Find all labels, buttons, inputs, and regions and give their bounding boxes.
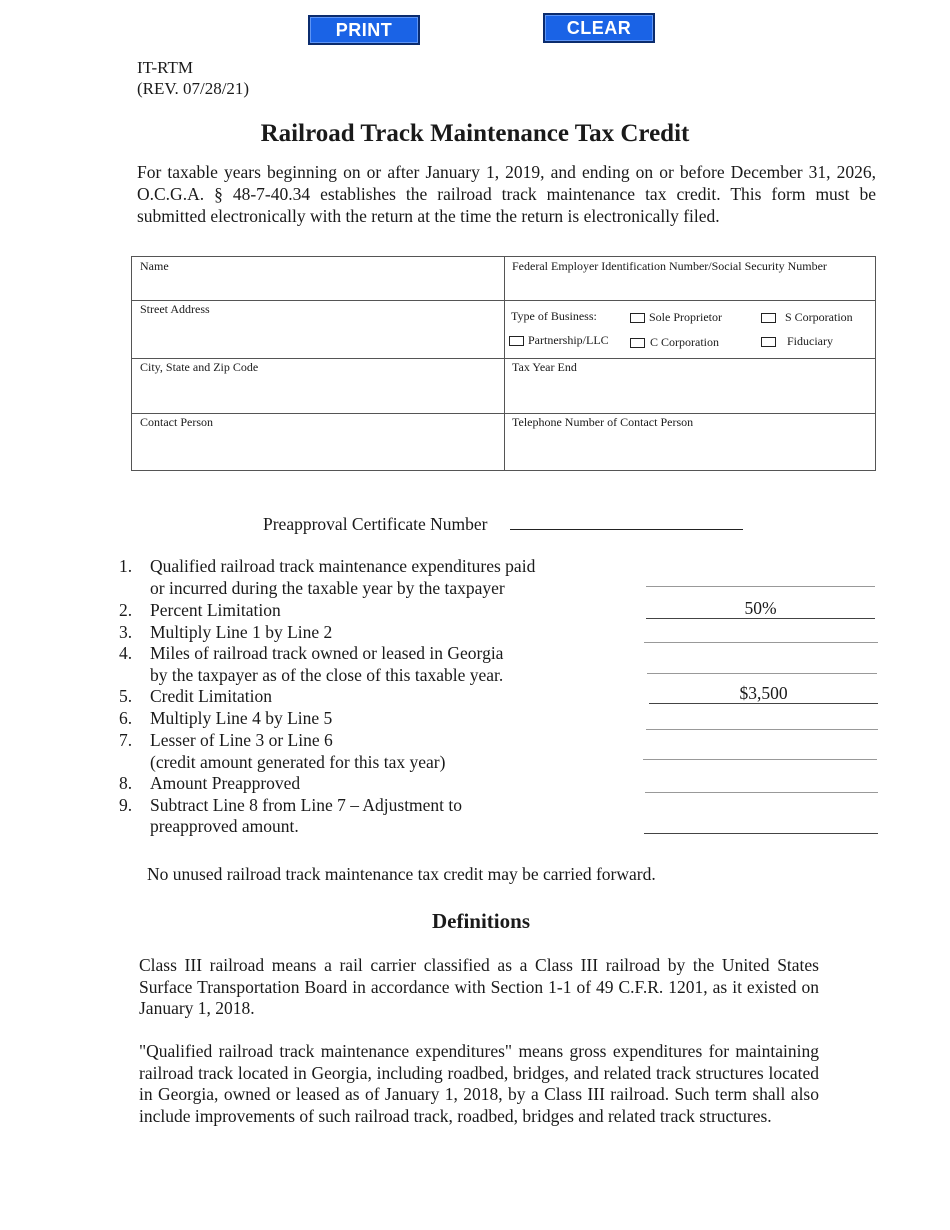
line-text-continued: (credit amount generated for this tax year) [150,752,446,772]
street-address-field[interactable] [132,300,504,358]
line-7-input[interactable] [643,739,877,760]
line-2-value: 50% [646,598,875,619]
checkbox-icon [509,336,524,346]
line-6-input[interactable] [646,709,878,730]
s-corporation-label: S Corporation [785,310,853,324]
line-number: 3. [119,622,133,642]
line-5-value: $3,500 [649,683,878,704]
line-4-input[interactable] [647,653,877,674]
carryforward-note: No unused railroad track maintenance tax credit may be carried forward. [147,864,656,884]
form-revision: (REV. 07/28/21) [137,79,250,98]
line-text: Multiply Line 1 by Line 2 [150,622,333,642]
line-text-continued: or incurred during the taxable year by the taxpayer [150,578,505,598]
preapproval-label: Preapproval Certificate Number [263,514,488,534]
clear-button[interactable]: CLEAR [543,13,655,43]
definition-class-iii: Class III railroad means a rail carrier classified as a Class III railroad by the United States Surface Transportation Board in accordance with Section 1-1 of 49 C.F.R. 1201, as it existed on January 1, 2018. [139,955,819,1018]
line-text: Multiply Line 4 by Line 5 [150,708,333,728]
city-state-zip-field[interactable] [132,358,504,413]
form-code: IT-RTM [137,58,193,77]
line-text: Percent Limitation [150,600,281,620]
c-corporation-label: C Corporation [650,335,719,349]
partnership-checkbox[interactable] [509,333,609,348]
checkbox-icon [630,313,645,323]
line-8-input[interactable] [645,772,878,793]
line-text-continued: by the taxpayer as of the close of this taxable year. [150,665,504,685]
sole-proprietor-label: Sole Proprietor [649,310,722,324]
checkbox-icon [761,337,776,347]
line-number: 1. [119,556,133,576]
line-9-input[interactable] [644,813,878,834]
business-type-label: Type of Business: [511,309,597,323]
tax-year-end-field[interactable] [504,358,875,413]
line-text: Subtract Line 8 from Line 7 – Adjustment to [150,795,463,815]
fein-label: Federal Employer Identification Number/Social Security Number [512,259,827,273]
preapproval-input[interactable] [510,529,743,530]
telephone-label: Telephone Number of Contact Person [512,415,694,429]
line-number: 6. [119,708,133,728]
line-text: Lesser of Line 3 or Line 6 [150,730,333,750]
street-address-label: Street Address [140,302,210,316]
print-button[interactable]: PRINT [308,15,420,45]
definitions-heading: Definitions [431,909,530,933]
contact-person-field[interactable] [132,413,504,470]
definition-qualified-expenditures: "Qualified railroad track maintenance expenditures" means gross expenditures for maintaining railroad track located in Georgia, including roadbed, bridges, and related track structures located in Georgia, owned or leased as of January 1, 2018, by a Class III railroad. Such term shall also include improvements of such railroad track, roadbed, bridges and related track structures. [139,1041,819,1126]
line-3-input[interactable] [644,622,878,643]
line-number: 5. [119,686,133,706]
line-1-input[interactable] [646,566,875,587]
line-number: 8. [119,773,133,793]
line-text: Miles of railroad track owned or leased in Georgia [150,643,504,663]
c-corporation-checkbox[interactable] [630,335,719,350]
tax-year-end-label: Tax Year End [512,360,577,374]
intro-paragraph: For taxable years beginning on or after January 1, 2019, and ending on or before December 31, 2026, O.C.G.A. § 48-7-40.34 establishes the railroad track maintenance tax credit. This form must be submitted electronically with the return at the time the return is electronically filed. [137,162,876,226]
sole-proprietor-checkbox[interactable] [630,310,722,325]
taxpayer-info-grid [131,256,876,471]
line-text: Amount Preapproved [150,773,301,793]
form-identifier [137,57,249,99]
name-field[interactable] [132,257,504,300]
line-number: 4. [119,643,133,663]
page-title: Railroad Track Maintenance Tax Credit [260,120,690,147]
city-state-zip-label: City, State and Zip Code [140,360,259,374]
line-text: Qualified railroad track maintenance expenditures paid [150,556,536,576]
line-number: 7. [119,730,133,750]
checkbox-icon [761,313,776,323]
fiduciary-checkbox[interactable] [761,334,833,349]
contact-person-label: Contact Person [140,415,213,429]
line-number: 9. [119,795,133,815]
line-number: 2. [119,600,133,620]
name-label: Name [140,259,169,273]
fein-field[interactable] [504,257,875,300]
s-corporation-checkbox[interactable] [761,310,853,325]
line-text-continued: preapproved amount. [150,816,299,836]
fiduciary-label: Fiduciary [787,334,833,348]
partnership-label: Partnership/LLC [528,333,609,347]
line-text: Credit Limitation [150,686,272,706]
telephone-field[interactable] [504,413,875,470]
checkbox-icon [630,338,645,348]
